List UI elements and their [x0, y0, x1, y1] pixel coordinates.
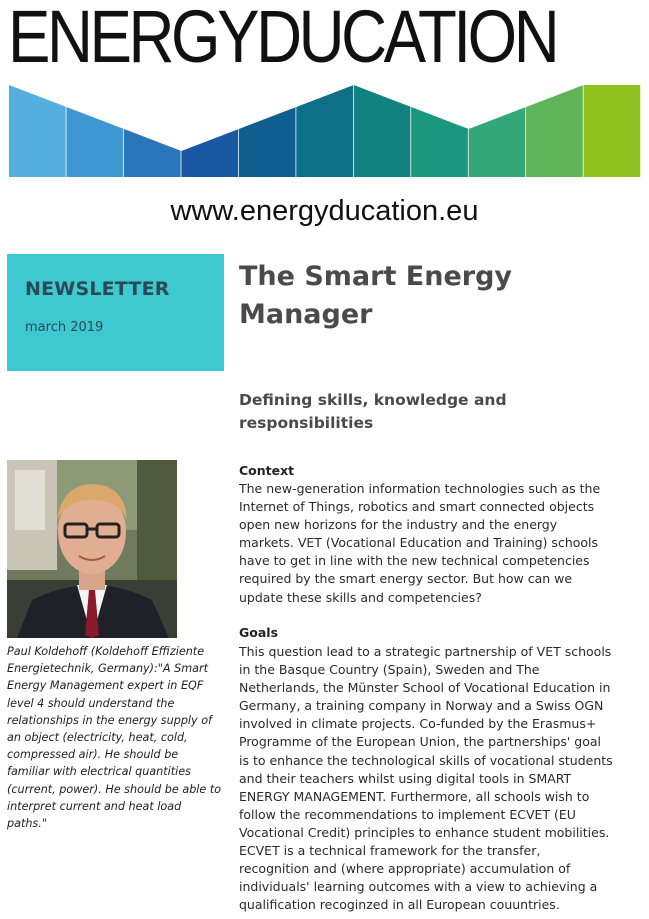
- photo-caption: Paul Koldehoff (Koldehoff Effiziente Energietechnik, Germany):"A Smart Energy Management expert in EQF level 4 should understand the relationships in the energy supply of an object (electricity, heat, cold, compressed air). He should be familiar with electrical quantities (current, power). He should be able to interpret current and heat load paths.": [7, 645, 222, 831]
- banner-strip: [354, 85, 411, 177]
- logo-banner: [9, 85, 641, 177]
- portrait-image: [7, 460, 177, 638]
- article-subtitle: Defining skills, knowledge and responsibilities: [239, 391, 507, 432]
- portrait-photo: [7, 460, 177, 638]
- context-body: The new-generation information technologies such as the Internet of Things, robotics and smart connected objects open new horizons for the industry and the energy markets. VET (Vocational Education and Training) schools have to get in line with the new technical competencies required by the smart energy sector. But how can we update these skills and competencies?: [239, 481, 601, 605]
- logo-wordmark: ENERGYDUCATION: [8, 0, 557, 78]
- banner-strip: [124, 129, 181, 177]
- context-heading: Context: [239, 463, 295, 478]
- banner-strip: [181, 129, 238, 177]
- newsletter-box: [7, 254, 224, 371]
- banner-strip: [411, 107, 468, 177]
- banner-strip: [66, 107, 123, 177]
- goals-heading: Goals: [239, 625, 279, 640]
- banner-strip: [469, 107, 526, 177]
- banner-strip: [296, 85, 353, 177]
- banner-strip: [9, 85, 66, 177]
- newsletter-date: march 2019: [25, 320, 104, 335]
- newsletter-label: NEWSLETTER: [25, 278, 170, 300]
- website-url[interactable]: www.energyducation.eu: [170, 195, 479, 227]
- banner-strip: [584, 85, 641, 177]
- banner-strip: [526, 85, 583, 177]
- banner-strip: [239, 107, 296, 177]
- goals-body: This question lead to a strategic partnership of VET schools in the Basque Country (Spain), Sweden and The Netherlands, the Münster School of Vocational Education in Germany, a training company in Norway and a Swiss OGN involved in climate projects. Co-funded by the Erasmus+ Programme of the European Union, the partnerships' goal is to enhance the technological skills of vocational students and their teachers whilst using digital tools in SMART ENERGY MANAGEMENT. Furthermore, all schools wish to follow the recommendations to implement ECVET (EU Vocational Credit) principles to enhance student mobilities. ECVET is a technical framework for the transfer, recognition and (where appropriate) accumulation of individuals' learning outcomes with a view to achieving a qualification recoginzed in all European couuntries.: [239, 644, 613, 913]
- article-title: The Smart Energy Manager: [239, 261, 512, 330]
